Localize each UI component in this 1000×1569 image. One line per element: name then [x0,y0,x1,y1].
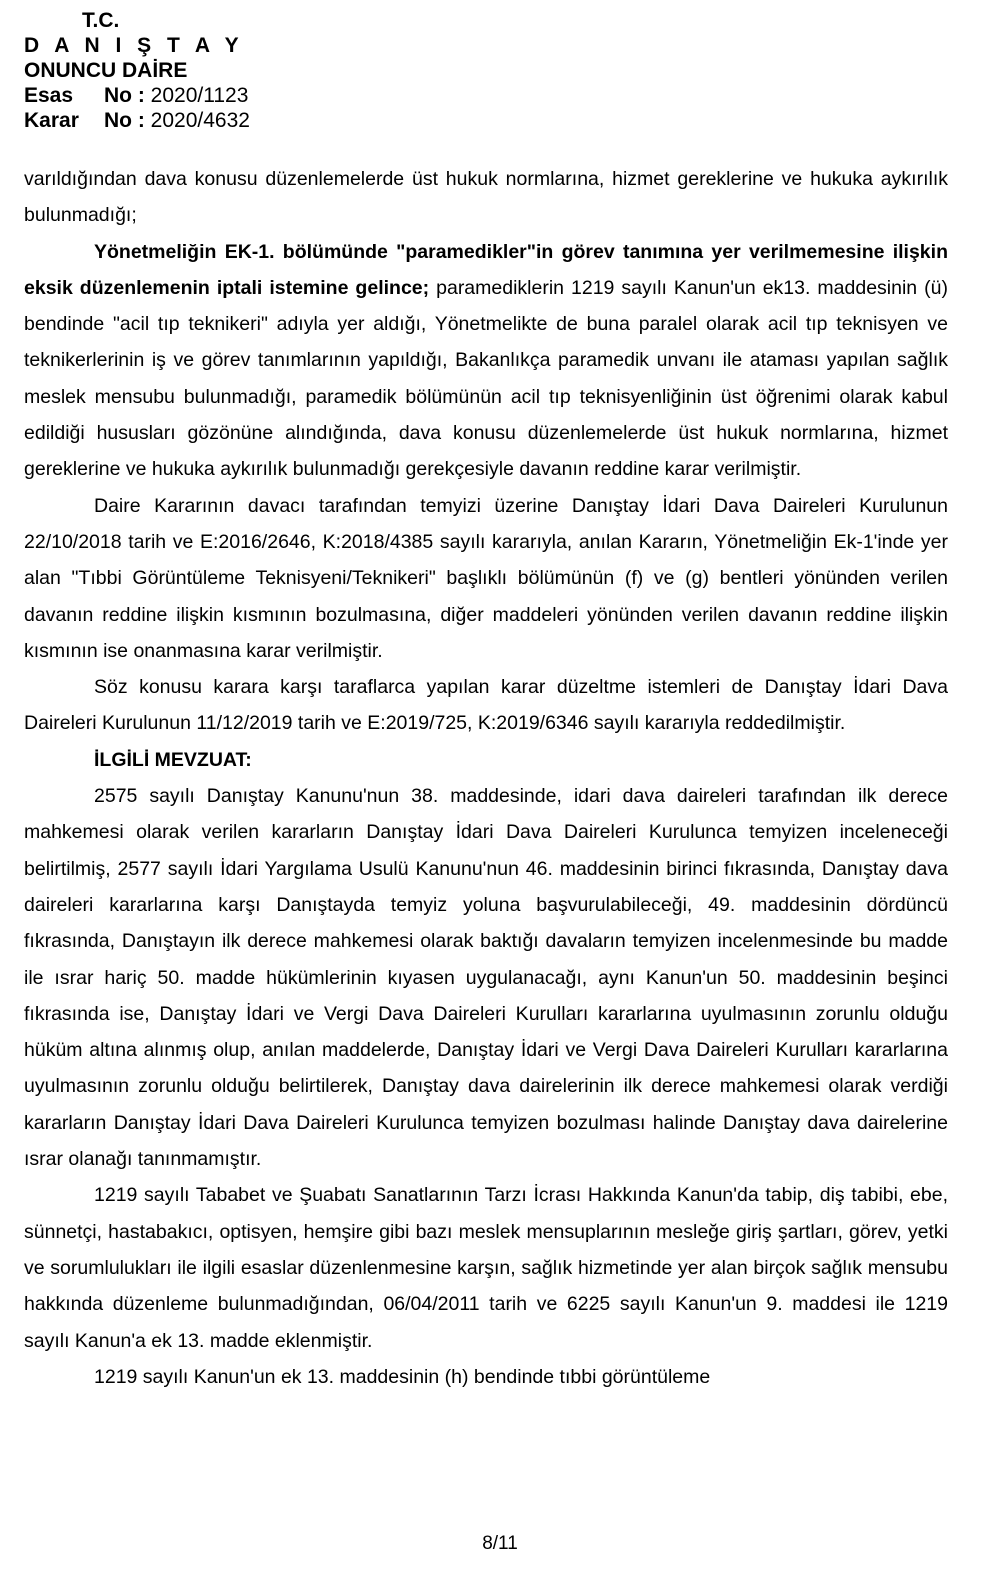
esas-label: Esas [24,84,74,107]
document-header [24,8,250,133]
paragraph-3: Daire Kararının davacı tarafından temyizi üzerine Danıştay İdari Dava Daireleri Kurulunun 22/10/2018 tarih ve E:2016/2646, K:2018/4385 sayılı kararıyla, anılan Kararın, Yönetmeliğin Ek-1'inde yer alan "Tıbbi Görüntüleme Teknisyeni/Teknikeri" başlıklı bölümünün (f) ve (g) bentleri yönünden verilen davanın reddine ilişkin kısmının bozulmasına, diğer maddeleri yönünden verilen davanın reddine ilişkin kısmının ise onanmasına karar verilmiştir. [24,494,948,662]
paragraph-2-text: paramediklerin 1219 sayılı Kanun'un ek13. maddesinin (ü) bendinde "acil tıp teknikeri" adıyla yer aldığı, Yönetmelikte de buna paralel olarak acil tıp teknisyen ve teknikerlerinin iş ve görev tanımlarının yapıldığı, Bakanlıkça paramedik unvanı ile ataması yapılan sağlık meslek mensubu bulunmadığı, paramedik bölümünün acil tıp teknisyenliğinin üst öğrenimi olarak kabul edildiği hususları gözönüne alındığında, dava konusu düzenlemelerde üst hukuk normlarına, hizmet gereklerine ve hukuka aykırılık bulunmadığı gerekçesiyle davanın reddine karar verilmiştir. [24,276,948,481]
karar-no-label: No : [104,109,145,132]
header-esas-row [24,83,250,108]
paragraph-7: 1219 sayılı Kanun'un ek 13. maddesinin (h) bendinde tıbbi görüntüleme [94,1365,711,1388]
karar-label: Karar [24,109,79,132]
paragraph-2-bold: Yönetmeliğin EK-1. bölümünde "paramedikler"in görev tanımına yer verilmemesine ilişkin eksik düzenlemenin iptali istemine gelince; [24,240,948,299]
paragraph-2 [24,234,948,488]
header-chamber: ONUNCU DAİRE [24,59,188,82]
page-number: 8/11 [482,1533,518,1554]
karar-number: 2020/4632 [150,109,250,132]
header-karar-row [24,108,250,133]
header-tc: T.C. [82,9,120,32]
esas-number: 2020/1123 [150,84,249,107]
document-body [24,161,948,1395]
header-court: D A N I Ş T A Y [24,34,244,57]
paragraph-5: 2575 sayılı Danıştay Kanunu'nun 38. maddesinde, idari dava daireleri tarafından ilk derece mahkemesi olarak verilen kararların Danıştay İdari Dava Daireleri Kurulunca temyizen inceleneceği belirtilmiş, 2577 sayılı İdari Yargılama Usulü Kanunu'nun 46. maddesinin birinci fıkrasında, Danıştay dava daireleri kararlarına karşı Danıştayda temyiz yoluna başvurulabileceği, 49. maddesinin dördüncü fıkrasında, Danıştayın ilk derece mahkemesi olarak baktığı davaların temyizen incelenmesinde bu madde ile ısrar hariç 50. madde hükümlerinin kıyasen uygulanacağı, aynı Kanun'un 50. maddesinin beşinci fıkrasında ise, Danıştay İdari ve Vergi Dava Daireleri Kurulları kararlarına uyulmasının zorunlu olduğu hüküm altına alınmış olup, anılan maddelerde, Danıştay İdari ve Vergi Dava Daireleri Kurulları kararlarına uyulmasının zorunlu olduğu belirtilerek, Danıştay dava dairelerinin ilk derece mahkemesi olarak verdiği kararların Danıştay İdari Dava Daireleri Kurulunca temyizen bozulması halinde Danıştay dava dairelerine ısrar olanağı tanınmamıştır. [24,785,948,1171]
paragraph-1: varıldığından dava konusu düzenlemelerde üst hukuk normlarına, hizmet gereklerine ve hukuka aykırılık bulunmadığı; [24,168,948,227]
section-heading: İLGİLİ MEVZUAT: [94,748,252,771]
paragraph-6: 1219 sayılı Tababet ve Şuabatı Sanatlarının Tarzı İcrası Hakkında Kanun'da tabip, diş tabibi, ebe, sünnetçi, hastabakıcı, optisyen, hemşire gibi bazı meslek mensuplarının mesleğe giriş şartları, görev, yetki ve sorumlulukları ile ilgili esaslar düzenlenmesine karşın, sağlık hizmetinde yer alan birçok sağlık mensubu hakkında düzenleme bulunmadığından, 06/04/2011 tarih ve 6225 sayılı Kanun'un 9. maddesi ile 1219 sayılı Kanun'a ek 13. madde eklenmiştir. [24,1184,948,1352]
esas-no-label: No : [104,84,145,107]
paragraph-4: Söz konusu karara karşı taraflarca yapılan karar düzeltme istemleri de Danıştay İdari Dava Daireleri Kurulunun 11/12/2019 tarih ve E:2019/725, K:2019/6346 sayılı kararıyla reddedilmiştir. [24,676,948,735]
